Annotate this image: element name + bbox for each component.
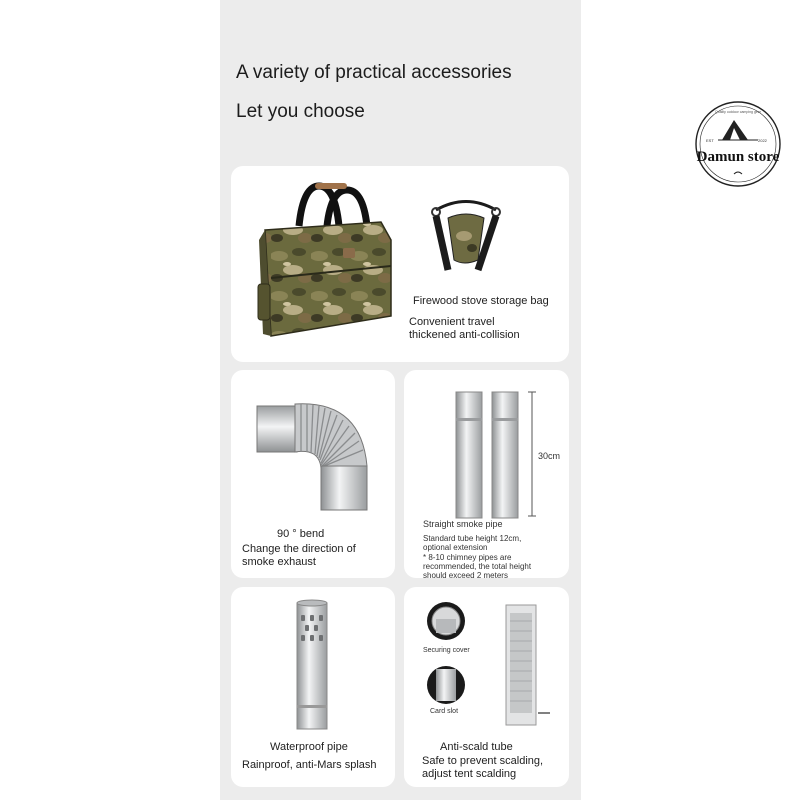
card-slot-image — [426, 665, 466, 705]
shoulder-strap-image — [426, 188, 506, 278]
straight-pipe-desc-4: recommended, the total height — [423, 562, 532, 571]
card-straight-pipe — [404, 370, 569, 578]
anti-scald-desc-2: adjust tent scalding — [422, 768, 517, 780]
straight-pipe-title: Straight smoke pipe — [423, 519, 503, 529]
securing-cover-image — [426, 601, 466, 641]
page-title: A variety of practical accessories — [236, 62, 512, 83]
anti-scald-tube-image — [486, 601, 556, 731]
page-subtitle: Let you choose — [236, 101, 365, 122]
card-bend — [231, 370, 395, 578]
waterproof-title: Waterproof pipe — [270, 741, 348, 753]
securing-cover-label: Securing cover — [423, 647, 470, 654]
logo-brand-name: Damun store — [696, 149, 780, 165]
card-storage-bag — [231, 166, 569, 362]
straight-pipe-desc-3: * 8-10 chimney pipes are — [423, 553, 512, 562]
storage-bag-title: Firewood stove storage bag — [413, 295, 549, 307]
storage-bag-image — [231, 166, 401, 362]
straight-pipe-desc-2: optional extension — [423, 543, 488, 552]
waterproof-desc-1: Rainproof, anti-Mars splash — [242, 759, 377, 771]
pipe-length-label: 30cm — [538, 451, 561, 461]
bend-pipe-image — [231, 370, 395, 520]
brand-logo — [688, 100, 788, 188]
anti-scald-title: Anti-scald tube — [440, 741, 513, 753]
straight-pipe-desc-5: should exceed 2 meters — [423, 571, 508, 578]
storage-bag-desc-1: Convenient travel — [409, 316, 495, 328]
straight-pipe-image — [404, 370, 569, 520]
card-anti-scald — [404, 587, 569, 787]
logo-est-left: EST — [706, 138, 714, 143]
bend-title: 90 ° bend — [277, 528, 325, 540]
product-panel — [220, 0, 581, 800]
card-waterproof — [231, 587, 395, 787]
logo-est-right: 2022 — [758, 138, 767, 143]
anti-scald-desc-1: Safe to prevent scalding, — [422, 755, 544, 767]
storage-bag-desc-2: thickened anti-collision — [409, 329, 520, 341]
bend-desc-1: Change the direction of — [242, 543, 356, 555]
straight-pipe-desc-1: Standard tube height 12cm, — [423, 534, 522, 543]
waterproof-pipe-image — [231, 587, 395, 737]
bend-desc-2: smoke exhaust — [242, 556, 316, 568]
logo-arc-text: Quality outdoor camping gear — [715, 110, 761, 114]
card-slot-label: Card slot — [430, 708, 459, 715]
